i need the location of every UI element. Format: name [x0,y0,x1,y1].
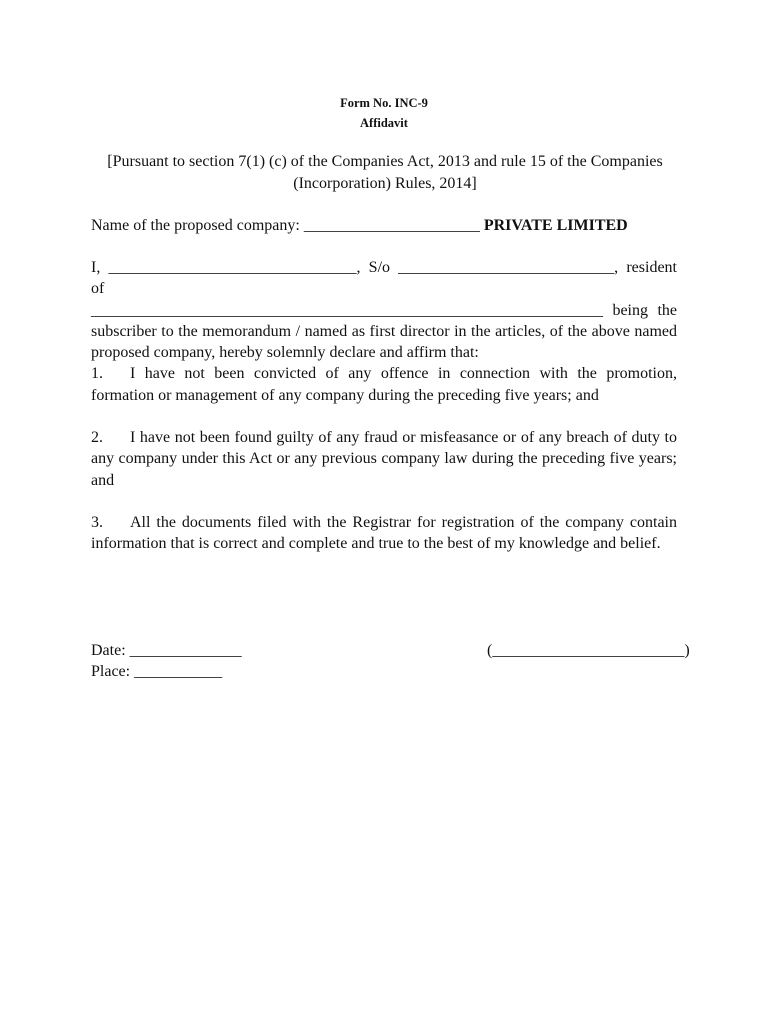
item-text: I have not been found guilty of any fraud or misfeasance or of any breach of duty to any company under this Act or any previous company law during the preceding five years; and [91,429,677,489]
place-field: Place: ___________ [91,663,223,680]
item-number: 2. [91,429,103,446]
pursuant-clause: [Pursuant to section 7(1) (c) of the Companies Act, 2013 and rule 15 of the Companies (Incorporation) Rules, 2014] [107,153,663,192]
item-text: All the documents filed with the Registrar for registration of the company contain information that is correct and complete and true to the best of my knowledge and belief. [91,514,677,553]
declaration-item-1 [91,363,677,406]
declaration-item-3 [91,512,677,555]
date-field: Date: ______________ [91,642,242,659]
document-title: Affidavit [360,116,408,130]
signature-field: (________________________) [487,642,690,659]
company-name-label: Name of the proposed company: [91,217,304,234]
company-name-line [91,215,677,237]
form-number: Form No. INC-9 [340,96,428,110]
the-word: the [657,301,677,319]
declaration-paragraph [91,257,677,406]
declaration-line-1: I, _______________________________, S/o ___________________________, resident of [91,259,677,298]
declaration-line-2 [91,300,677,321]
being-word: being [612,301,648,319]
company-name-blank: ______________________ [303,217,480,234]
item-number: 3. [91,514,103,531]
declaration-item-2 [91,427,677,491]
item-number: 1. [91,365,103,383]
item-text: I have not been convicted of any offence in connection with the promotion, formation or management of any company during the preceding five years; and [91,365,677,404]
declaration-rest: subscriber to the memorandum / named as first director in the articles, of the above named proposed company, hereby solemnly declare and affirm that: [91,322,677,362]
residence-blank: ________________________________________________________________ [91,301,603,319]
company-suffix: PRIVATE LIMITED [483,217,628,234]
